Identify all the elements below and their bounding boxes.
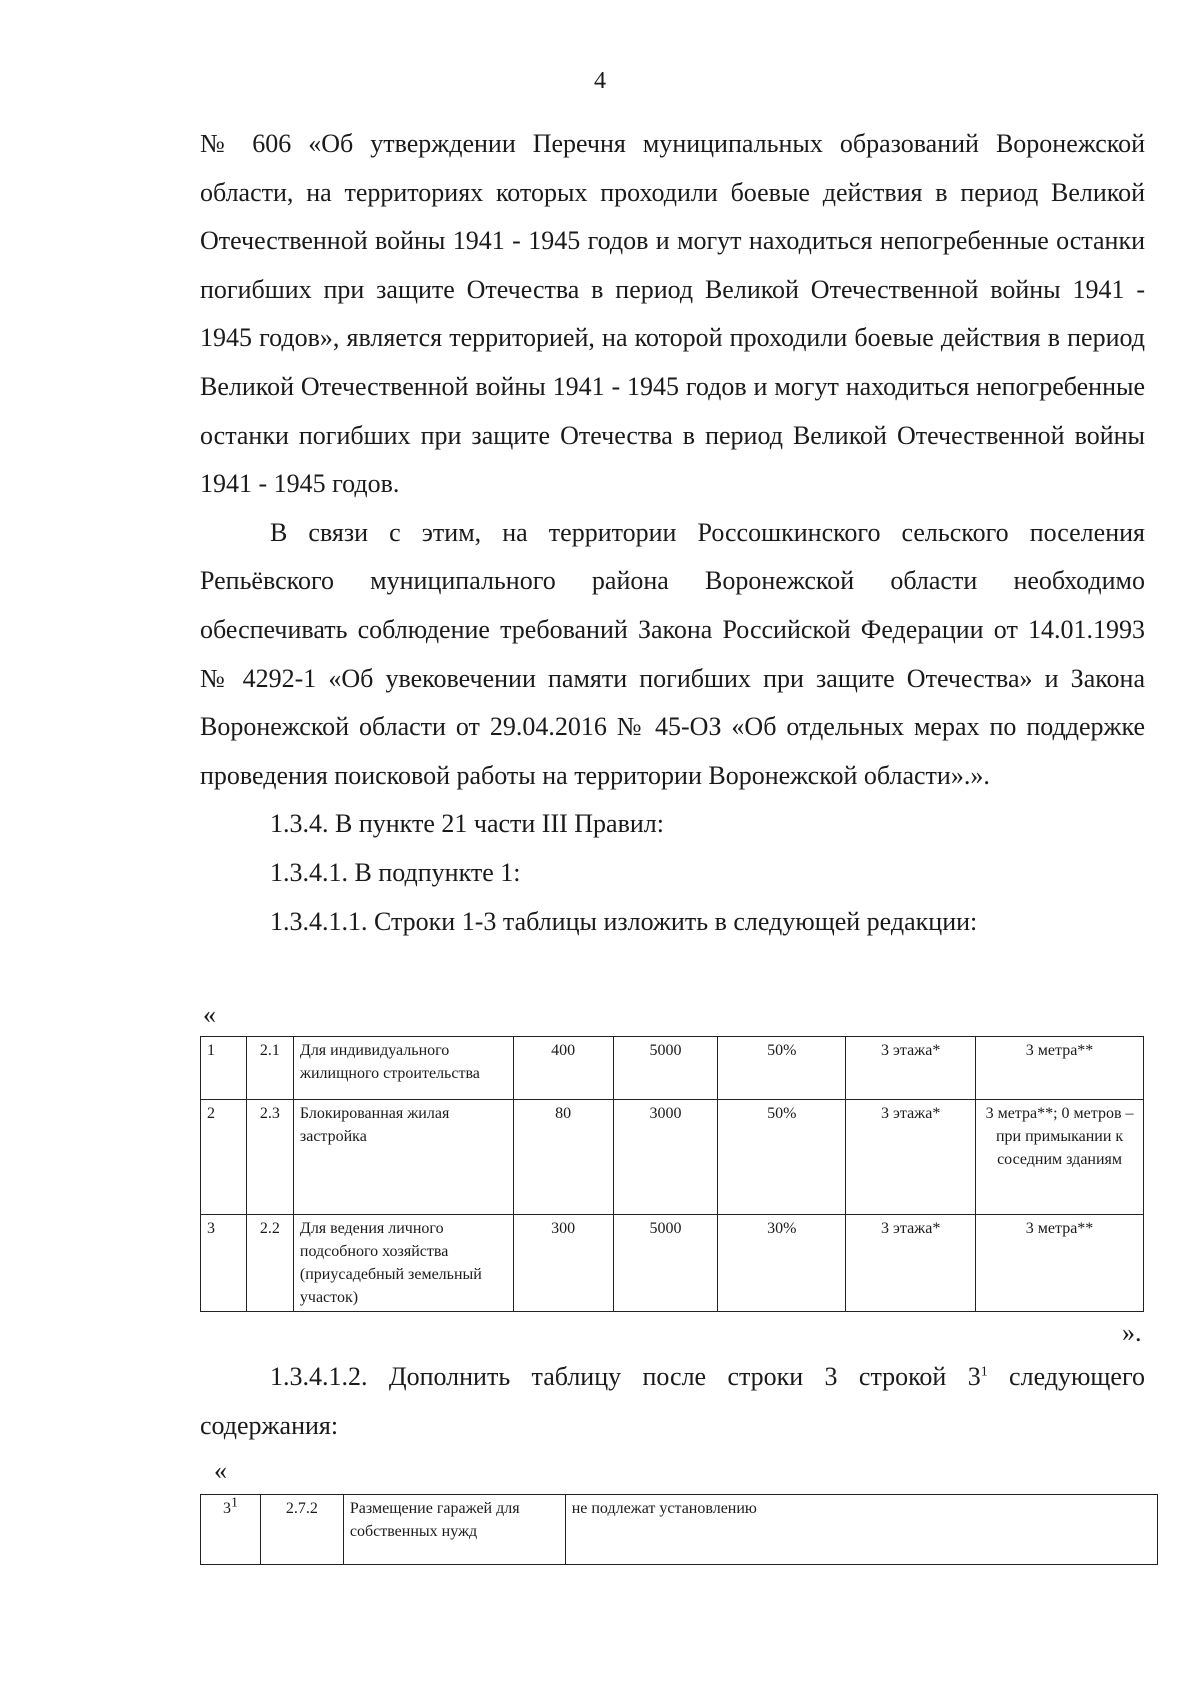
text-after-sup: следующего	[987, 1362, 1145, 1391]
superscript: 1	[980, 1364, 988, 1380]
row-number-main: 3	[222, 1500, 231, 1517]
quote-open-1: «	[203, 1000, 216, 1029]
rules-table	[200, 1036, 1144, 1312]
row-min-area: 400	[513, 1037, 613, 1100]
row-setback: 3 метра**	[976, 1037, 1144, 1100]
table-row	[201, 1100, 1144, 1215]
row-floors: 3 этажа*	[846, 1037, 976, 1100]
quote-open-2: «	[214, 1456, 227, 1485]
table-row	[201, 1215, 1144, 1312]
row-name: Для ведения личного подсобного хозяйства (приусадебный земельный участок)	[293, 1215, 513, 1312]
row-floors: 3 этажа*	[846, 1215, 976, 1312]
row-number: 3	[201, 1215, 247, 1312]
quote-close-1: ».	[1122, 1318, 1142, 1347]
row-max-area: 5000	[613, 1215, 718, 1312]
row-max-area: 5000	[613, 1037, 718, 1100]
row-percent: 30%	[718, 1215, 846, 1312]
text-before-sup: 1.3.4.1.2. Дополнить таблицу после строки 3 строкой 3	[270, 1362, 981, 1391]
row-min-area: 80	[513, 1100, 613, 1215]
row-name: Размещение гаражей для собственных нужд	[343, 1495, 565, 1565]
row-code: 2.7.2	[260, 1495, 343, 1565]
row-setback: 3 метра**; 0 метров – при примыкании к соседним зданиям	[976, 1100, 1144, 1215]
addition-table	[200, 1494, 1158, 1565]
row-value: не подлежат установлению	[565, 1495, 1157, 1565]
row-number-sup: 1	[230, 1495, 238, 1511]
row-min-area: 300	[513, 1215, 613, 1312]
item-1-3-4: 1.3.4. В пункте 21 части III Правил:	[270, 809, 664, 839]
item-1-3-4-1: 1.3.4.1. В подпункте 1:	[270, 857, 521, 887]
row-code: 2.1	[246, 1037, 293, 1100]
body-text	[200, 120, 1145, 946]
paragraph-1: № 606 «Об утверждении Перечня муниципальных образований Воронежской области, на территориях которых проходили боевые действия в период Великой Отечественной войны 1941 - 1945 годов и могут находиться непогребенные останки погибших при защите Отечества в период Великой Отечественной войны 1941 - 1945 годов», является территорией, на которой проходили боевые действия в период Великой Отечественной войны 1941 - 1945 годов и могут находиться непогребенные останки погибших при защите Отечества в период Великой Отечественной войны 1941 - 1945 годов.	[200, 129, 1145, 499]
row-percent: 50%	[718, 1100, 846, 1215]
row-code: 2.3	[246, 1100, 293, 1215]
row-name: Для индивидуального жилищного строительства	[293, 1037, 513, 1100]
row-number: 1	[201, 1037, 247, 1100]
row-code: 2.2	[246, 1215, 293, 1312]
row-floors: 3 этажа*	[846, 1100, 976, 1215]
row-name: Блокированная жилая застройка	[293, 1100, 513, 1215]
item-1-3-4-1-1: 1.3.4.1.1. Строки 1-3 таблицы изложить в следующей редакции:	[270, 906, 978, 936]
paragraph-1-3-4-1-2-line1	[200, 1353, 1145, 1402]
row-number: 2	[201, 1100, 247, 1215]
paragraph-1-3-4-1-2	[200, 1353, 1145, 1450]
row-setback: 3 метра**	[976, 1215, 1144, 1312]
row-number	[201, 1495, 261, 1565]
table-row	[201, 1495, 1158, 1565]
paragraph-1-3-4-1-2-line2: содержания:	[200, 1410, 339, 1440]
page-number: 4	[594, 68, 606, 94]
row-percent: 50%	[718, 1037, 846, 1100]
paragraph-2: В связи с этим, на территории Россошкинского сельского поселения Репьёвского муниципального района Воронежской области необходимо обеспечивать соблюдение требований Закона Российской Федерации от 14.01.1993 № 4292-1 «Об увековечении памяти погибших при защите Отечества» и Закона Воронежской области от 29.04.2016 № 45-ОЗ «Об отдельных мерах по поддержке проведения поисковой работы на территории Воронежской области».».	[200, 517, 1145, 790]
row-max-area: 3000	[613, 1100, 718, 1215]
table-row	[201, 1037, 1144, 1100]
